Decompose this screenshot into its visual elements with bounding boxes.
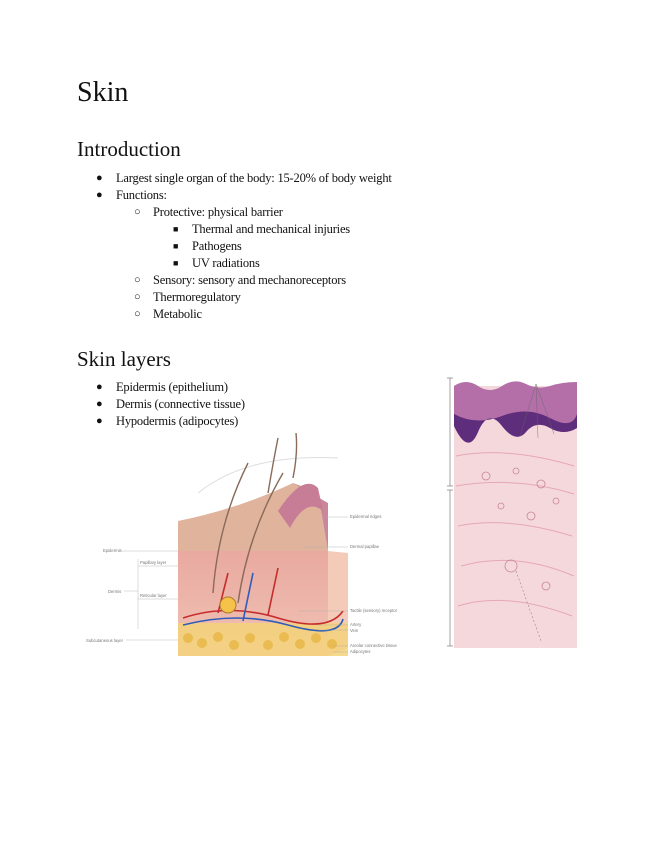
bullet-disc: ● (96, 172, 103, 184)
label-epidermal-ridges: Epidermal ridges (350, 514, 382, 519)
list-item: Sensory: sensory and mechanoreceptors (153, 273, 346, 287)
label-reticular-layer: Reticular layer (140, 593, 167, 598)
tactile-receptor (220, 597, 236, 613)
label-dermis: Dermis (108, 589, 122, 594)
label-vein: Vein (350, 628, 359, 633)
label-papillary-layer: Papillary layer (140, 560, 167, 565)
list-item: Epidermis (epithelium) (116, 380, 228, 394)
label-subcutaneous-layer: Subcutaneous layer (86, 638, 124, 643)
label-areolar-tissue: Areolar connective tissue (350, 643, 397, 648)
label-epidermis: Epidermis (103, 548, 122, 553)
list-item: Pathogens (192, 239, 242, 253)
label-artery: Artery (350, 622, 362, 627)
list-item: Thermal and mechanical injuries (192, 222, 350, 236)
section-heading-introduction: Introduction (77, 137, 181, 161)
label-dermal-papillae: Dermal papillae (350, 544, 380, 549)
list-item: Largest single organ of the body: 15-20% of body weight (116, 171, 392, 185)
bullet-disc: ● (96, 189, 103, 201)
bullet-disc: ● (96, 415, 103, 427)
label-tactile-receptor: Tactile (sensory) receptor (350, 608, 398, 613)
bullet-circle: ○ (134, 274, 141, 286)
label-adipocytes: Adipocytes (350, 649, 371, 654)
skin-histology-figure (446, 376, 577, 648)
bullet-circle: ○ (134, 291, 141, 303)
bullet-disc: ● (96, 398, 103, 410)
list-item: Metabolic (153, 307, 202, 321)
list-item: Hypodermis (adipocytes) (116, 414, 239, 428)
page-title: Skin (77, 77, 129, 108)
list-item: UV radiations (192, 256, 260, 270)
bullet-disc: ● (96, 381, 103, 393)
bullet-circle: ○ (134, 308, 141, 320)
section-heading-skin-layers: Skin layers (77, 347, 171, 371)
bullet-circle: ○ (134, 206, 141, 218)
list-item: Functions: (116, 188, 167, 202)
skin-diagram-figure (78, 433, 402, 661)
list-item: Thermoregulatory (153, 290, 241, 304)
bullet-square: ■ (173, 224, 179, 234)
bullet-square: ■ (173, 241, 179, 251)
bullet-square: ■ (173, 258, 179, 268)
list-item: Dermis (connective tissue) (116, 397, 245, 411)
list-item: Protective: physical barrier (153, 205, 283, 219)
